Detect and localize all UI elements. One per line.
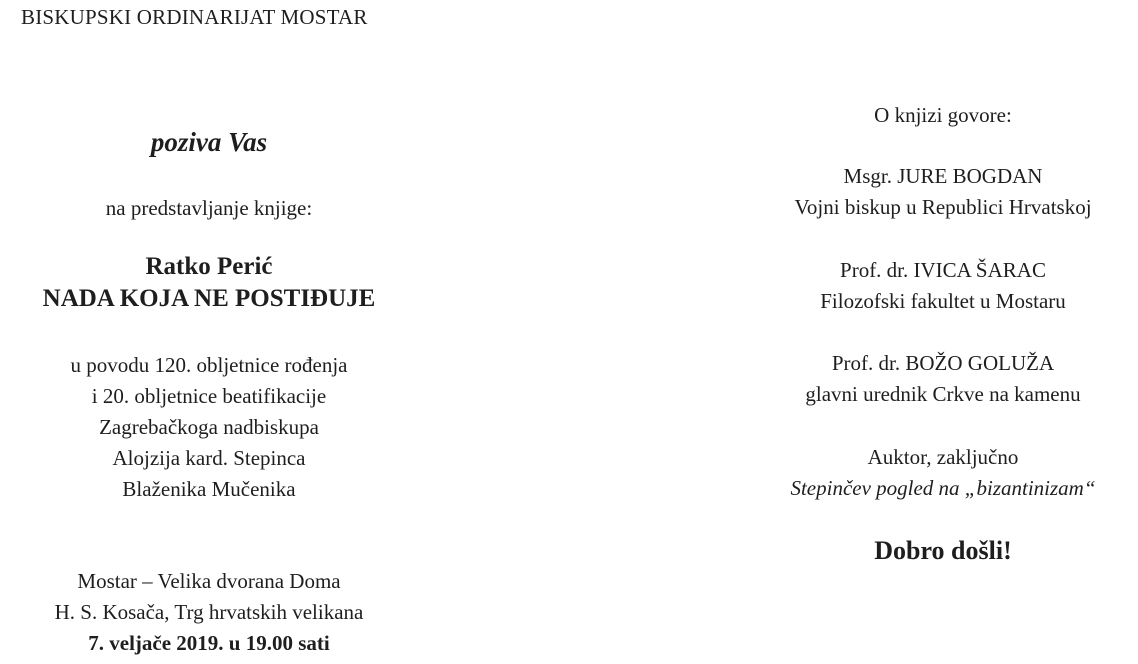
speaker-entry <box>760 255 1126 317</box>
speaker-name: Msgr. JURE BOGDAN <box>843 164 1043 188</box>
occasion-line: i 20. obljetnice beatifikacije <box>91 384 327 408</box>
occasion-line: u povodu 120. obljetnice rođenja <box>70 353 348 377</box>
book-author: Ratko Perić <box>145 253 273 280</box>
organization-header: BISKUPSKI ORDINARIJAT MOSTAR <box>21 5 368 29</box>
speaker-entry <box>760 161 1126 223</box>
occasion-text <box>0 350 418 505</box>
welcome-text: Dobro došli! <box>874 536 1012 565</box>
book-heading <box>0 251 418 315</box>
venue-block <box>0 566 418 659</box>
invite-line: poziva Vas <box>150 127 268 157</box>
speaker-name: Auktor, zaključno <box>867 445 1019 469</box>
invitation-lead: na predstavljanje knjige: <box>105 196 313 220</box>
speaker-role: Filozofski fakultet u Mostaru <box>820 289 1066 313</box>
speaker-role: Vojni biskup u Republici Hrvatskoj <box>794 195 1092 219</box>
speaker-name: Prof. dr. IVICA ŠARAC <box>840 258 1046 282</box>
speaker-entry <box>760 348 1126 410</box>
speaker-entry <box>760 442 1126 504</box>
venue-line: H. S. Kosača, Trg hrvatskih velikana <box>54 600 364 624</box>
welcome-message <box>760 534 1126 568</box>
occasion-line: Blaženika Mučenika <box>122 477 296 501</box>
occasion-line: Alojzija kard. Stepinca <box>112 446 306 470</box>
event-date-time: 7. veljače 2019. u 19.00 sati <box>88 631 330 655</box>
venue-line: Mostar – Velika dvorana Doma <box>77 569 341 593</box>
lecture-title: Stepinčev pogled na „bizantinizam“ <box>790 476 1096 500</box>
speaker-name: Prof. dr. BOŽO GOLUŽA <box>831 351 1055 375</box>
book-title: NADA KOJA NE POSTIĐUJE <box>42 285 376 312</box>
speaker-role: glavni urednik Crkve na kamenu <box>805 382 1081 406</box>
occasion-line: Zagrebačkoga nadbiskupa <box>99 415 319 439</box>
speakers-intro: O knjizi govore: <box>874 103 1012 127</box>
